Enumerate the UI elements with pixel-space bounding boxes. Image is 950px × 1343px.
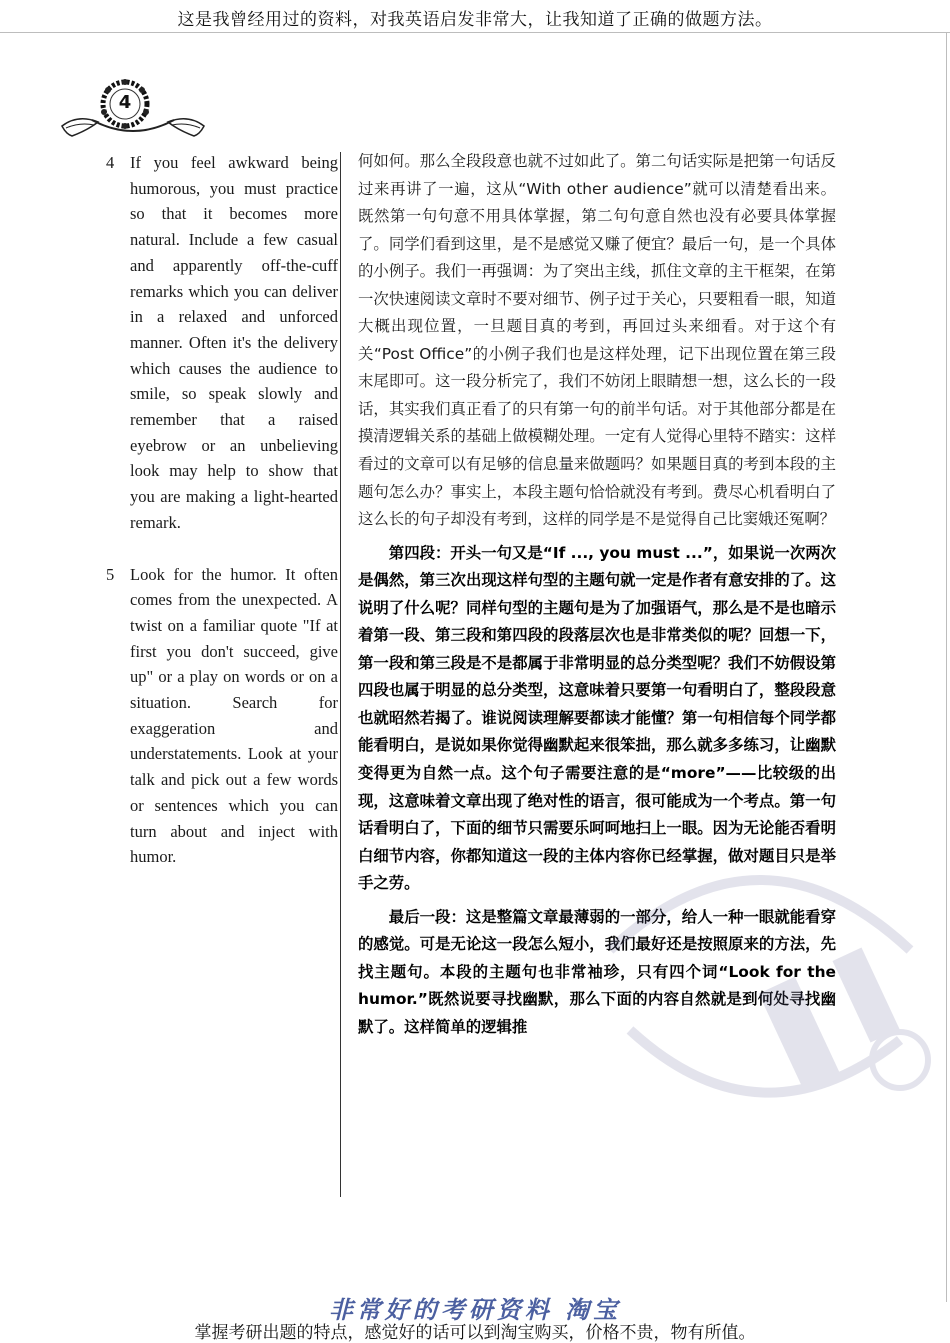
column-divider [340,152,341,1197]
list-item [100,150,338,536]
list-item [100,562,338,870]
watermark-stamp-icon [570,830,950,1150]
page-number-badge [58,78,208,148]
item-text: Look for the humor. It often comes from the unexpected. A twist on a familiar quote "If at first you don't succeed, give up" or a play on words or on a situation. Search for exaggeration and understatements. Look at your talk and pick out a few words or sentences which you can turn about and inject with humor. [130,564,338,867]
analysis-paragraph: 最后一段：这是整篇文章最薄弱的一部分，给人一种一眼就能看穿的感觉。可是无论这一段怎么短小，我们最好还是按照原来的方法，先找主题句。本段的主题句也非常袖珍，只有四个词“Look for the humor.”既然说要寻找幽默，那么下面的内容自然就是到何处寻找幽默了。这样简单的逻辑推 [358,907,836,1036]
item-text: If you feel awkward being humorous, you must practice so that it becomes more natural. Include a few casual and apparently off-the-cuff remarks which you can deliver in a relaxed and unforced manner. Often it's the delivery which causes the audience to smile, so speak slowly and remember that a raised eyebrow or an unbelieving look may help to show that you are making a light-hearted remark. [130,153,338,532]
left-column-english-text [100,150,338,870]
top-banner: 这是我曾经用过的资料，对我英语启发非常大，让我知道了正确的做题方法。 [177,10,773,30]
analysis-paragraph: 第四段：开头一句又是“If ..., you must ...”，如果说一次两次是偶然，第三次出现这样句型的主题句就一定是作者有意安排的了。这说明了什么呢？同样句型的主题句是为了加强语气，那么是不是也暗示着第一段、第三段和第四段的段落层次也是非常类似的呢？回想一下，第一段和第三段是不是都属于非常明显的总分类型呢？我们不妨假设第四段也属于明显的总分类型，这意味着只要第一句看明白了，整段段意也就昭然若揭了。谁说阅读理解要都读才能懂？第一句相信每个同学都能看明白，是说如果你觉得幽默起来很笨拙，那么就多多练习，让幽默变得更为自然一点。这个句子需要注意的是“more”——比较级的出现，这意味着文章出现了绝对性的语言，很可能成为一个考点。第一句话看明白了，下面的细节只需要乐呵呵地扫上一眼。因为无论能否看明白细节内容，你都知道这一段的主体内容你已经掌握，做对题目只是举手之劳。 [358,543,836,893]
page-number: 4 [118,92,132,113]
promo-text: 非常好的考研资料 淘宝 [328,1295,622,1324]
analysis-paragraph: 何如何。那么全段段意也就不过如此了。第二句话实际是把第一句话反过来再讲了一遍，这从“With other audience”就可以清楚看出来。既然第一句句意不用具体掌握，第二句句意自然也没有必要具体掌握了。同学们看到这里，是不是感觉又赚了便宜？最后一句，是一个具体的小例子。我们一再强调：为了突出主线，抓住文章的主干框架，在第一次快速阅读文章时不要对细节、例子过于关心，只要粗看一眼，知道大概出现位置，一旦题目真的考到，再回过头来细看。对于这个有关“Post Office”的小例子我们也是这样处理，记下出现位置在第三段末尾即可。这一段分析完了，我们不妨闭上眼睛想一想，这么长的一段话，其实我们真正看了的只有第一句的前半句话。对于其他部分都是在摸清逻辑关系的基础上做模糊处理。一定有人觉得心里特不踏实：这样看过的文章可以有足够的信息量来做题吗？如果题目真的考到本段的主题句怎么办？事实上，本段主题句恰恰就没有考到。费尽心机看明白了这么长的句子却没有考到，这样的同学是不是觉得自己比窦娥还冤啊？ [358,152,836,529]
item-number: 5 [106,564,115,584]
ornament-wreath-icon [58,78,208,148]
item-number: 4 [106,153,115,172]
top-divider [0,32,950,33]
bottom-banner: 掌握考研出题的特点，感觉好的话可以到淘宝购买，价格不贵，物有所值。 [194,1323,756,1343]
